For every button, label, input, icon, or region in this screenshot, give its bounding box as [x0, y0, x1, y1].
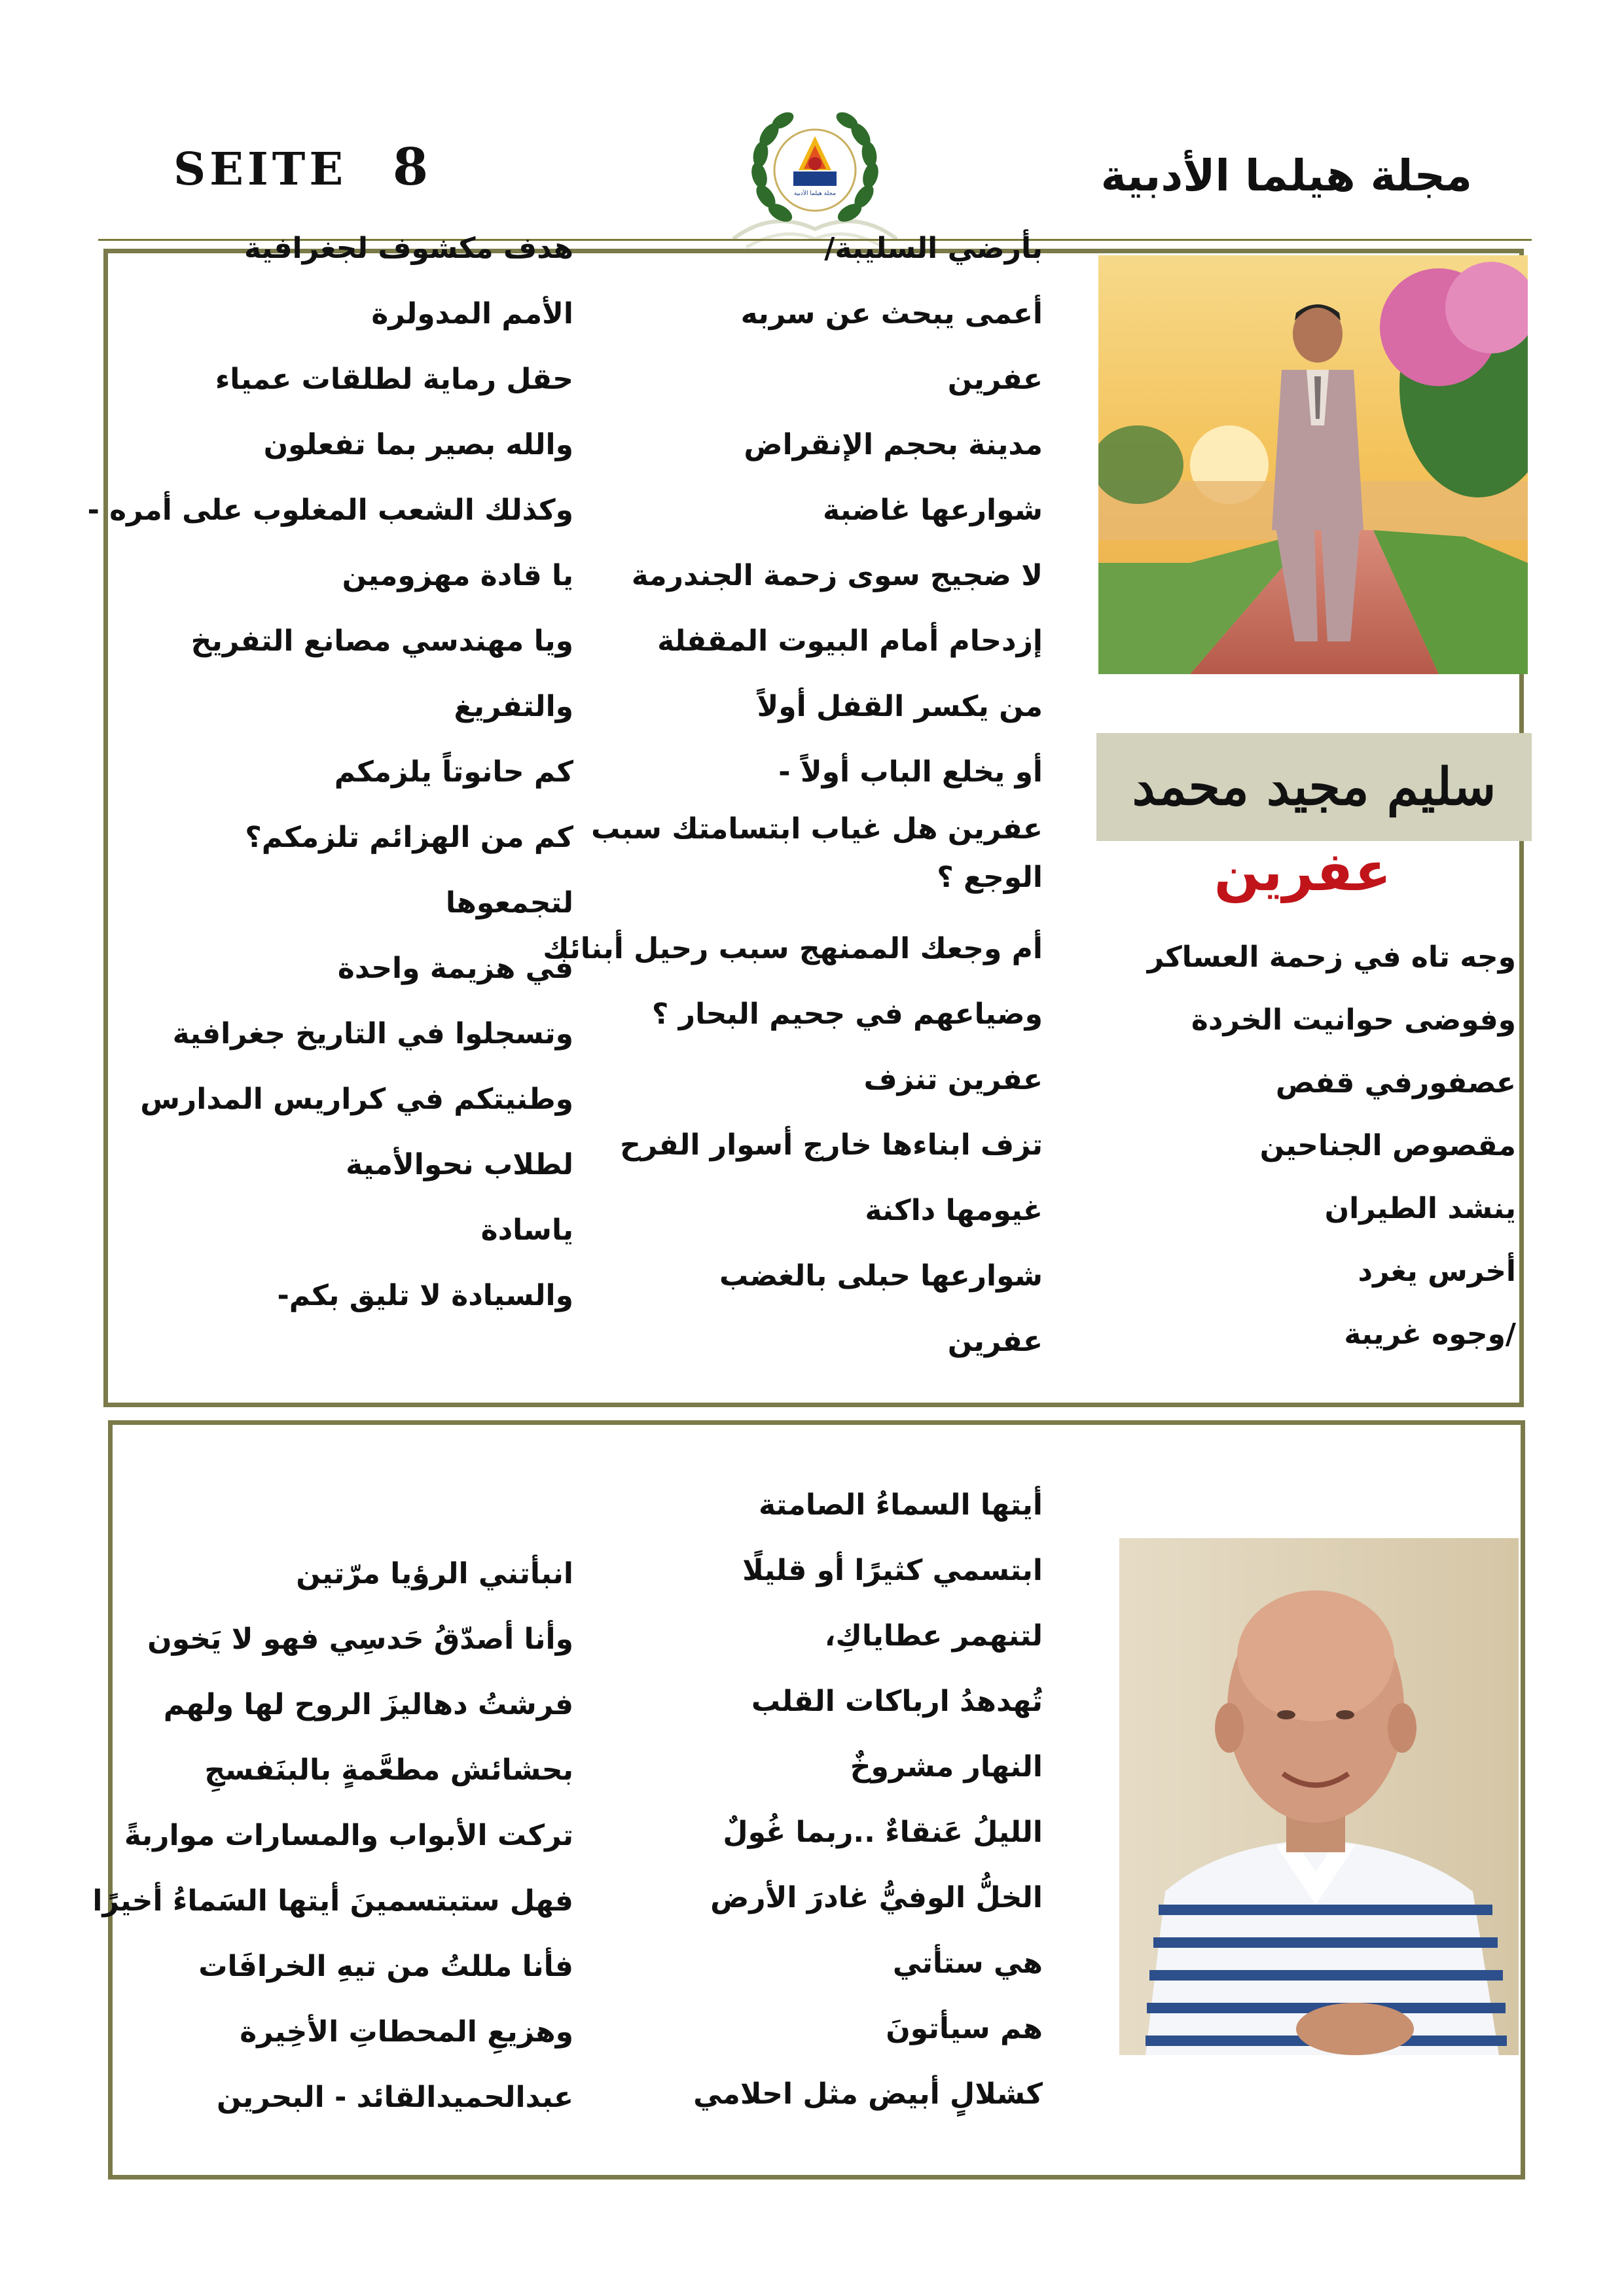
poem2-left-column: [92, 1541, 573, 2130]
poem-line: وجه تاه في زحمة العساكر: [1147, 941, 1516, 974]
poem-line: الخلُّ الوفيُّ غادرَ الأرض: [710, 1881, 1043, 1914]
poem1-right-column: [1147, 926, 1516, 1366]
poem-line: وفوضى حوانيت الخردة: [1191, 1003, 1516, 1037]
poem-line: عفرين تنزف: [863, 1063, 1043, 1096]
poem-line: فأنا مللتُ من تيهِ الخرافَات: [198, 1950, 573, 1983]
poem-line: عصفورفي قفص: [1275, 1066, 1516, 1100]
poem-line: وطنيتكم في كراريس المدارس: [140, 1083, 573, 1116]
author-signature: عبدالحميدالقائد - البحرين: [216, 2081, 573, 2114]
poem-line: والسيادة لا تليق بكم-: [277, 1279, 573, 1312]
poem-line: كم من الهزائم تلزمكم؟: [245, 821, 573, 854]
poem-line: تُهدهدُ ارباكات القلب: [751, 1685, 1043, 1718]
poem-line: من يكسر القفل أولاً: [757, 690, 1043, 723]
poem-line: الأمم المدولرة: [371, 297, 573, 331]
poem-line: تركت الأبواب والمسارات مواربةً: [124, 1819, 573, 1852]
poem-line: كشلالٍ أبيض مثل احلامي: [693, 2077, 1043, 2111]
poem-line: والله بصير بما تفعلون: [263, 428, 573, 461]
poem-line: مقصوص الجناحين: [1259, 1129, 1516, 1162]
poem-line: وهزيعِ المحطاتِ الأخِيرة: [240, 2015, 573, 2049]
poem-line: شوارعها غاضبة: [823, 493, 1043, 527]
poem-line: أو يخلع الباب أولاً -: [778, 755, 1043, 789]
poem-line: ياسادة: [480, 1213, 573, 1247]
poem-line: لا ضجيج سوى زحمة الجندرمة: [631, 559, 1043, 592]
poem-line: فهل ستبتسمينَ أيتها السَماءُ أخيرًا: [92, 1884, 573, 1918]
page-number-value: 8: [392, 137, 433, 197]
poem-line: والتفريغ: [454, 690, 573, 723]
poem1-middle-column: [543, 216, 1043, 1374]
poem-line: حقل رماية لطلقات عمياء: [215, 363, 573, 396]
poem-line: عفرين: [947, 1325, 1043, 1358]
poem-line: أم وجعك الممنهج سبب رحيل أبنائك: [543, 932, 1043, 965]
poem-line: لتنهمر عطاياكِ،: [824, 1619, 1043, 1653]
poem-line: تزف ابناءها خارج أسوار الفرح: [620, 1128, 1043, 1162]
poem-line: /وجوه غريبة: [1344, 1318, 1516, 1351]
poem-line: أعمى يبحث عن سربه: [740, 297, 1043, 331]
poem-line: ابتسمي كثيرًا أو قليلًا: [742, 1554, 1043, 1587]
poem-line: يا قادة مهزومين: [342, 559, 573, 592]
magazine-title: مجلة هيلما الأدبية: [1100, 151, 1472, 201]
poem-line: هي ستأتي: [892, 1946, 1043, 1980]
poem-line: وضياعهم في جحيم البحار ؟: [651, 997, 1043, 1031]
poem-line: ينشد الطيران: [1324, 1192, 1516, 1225]
poem1-left-column: [87, 216, 573, 1329]
page-label-text: SEITE: [173, 143, 348, 196]
poem-line: بأرضي السليبة/: [824, 232, 1043, 265]
poem-line: وأنا أصدّقُ حَدسِي فهو لا يَخون: [147, 1623, 573, 1656]
poem-line: ويا مهندسي مصانع التفريخ: [190, 624, 573, 658]
poem-line: وكذلك الشعب المغلوب على أمره -: [87, 493, 573, 527]
poem-line: لطلاب نحوالأمية: [346, 1148, 573, 1181]
poem-line: فرشتُ دهاليزَ الروح لها ولهم: [163, 1688, 573, 1721]
author-name-box: سليم مجيد محمد: [1096, 733, 1532, 841]
poem-line: غيومها داكنة: [865, 1194, 1043, 1227]
poem-line: هم سيأتونَ: [886, 2012, 1043, 2045]
poem-line: إزدحام أمام البيوت المقفلة: [657, 624, 1043, 658]
author-photo-2: [1119, 1538, 1519, 2055]
poem2-middle-column: [571, 1473, 1043, 2127]
poem-line: وتسجلوا في التاريخ جغرافية: [172, 1017, 573, 1050]
poem-line: أيتها السماءُ الصامتة: [758, 1488, 1043, 1522]
poem-line: أخرس يغرد: [1358, 1255, 1516, 1288]
poem-line: كم حانوتاً يلزمكم: [334, 755, 573, 789]
poem-line: النهار مشروخٌ: [850, 1750, 1043, 1784]
poem-line: عفرين: [947, 363, 1043, 396]
poem-line: لتجمعوها: [445, 886, 573, 920]
page-number-label: [173, 137, 432, 197]
poem-line: هدف مكشوف لجغرافية: [244, 232, 573, 265]
emblem-caption: مجلة هيلما الأدبية: [793, 190, 837, 197]
poem-line: شوارعها حبلى بالغضب: [719, 1259, 1043, 1293]
poem-line: انبأتني الرؤيا مرّتين: [296, 1557, 573, 1590]
poem-line: الليلُ عَنقاءٌ ..ربما غُولٌ: [723, 1816, 1043, 1849]
author-photo-1: [1098, 255, 1528, 674]
poem-line: عفرين هل غياب ابتسامتك سبب الوجع ؟: [591, 812, 1043, 894]
poem-line: مدينة بحجم الإنقراض: [744, 428, 1043, 461]
poem-line: بحشائش مطعَّمةٍ بالبنَفسجِ: [204, 1753, 573, 1787]
poem-title: عفرين: [1214, 841, 1392, 903]
poem-line: في هزيمة واحدة: [337, 952, 573, 985]
